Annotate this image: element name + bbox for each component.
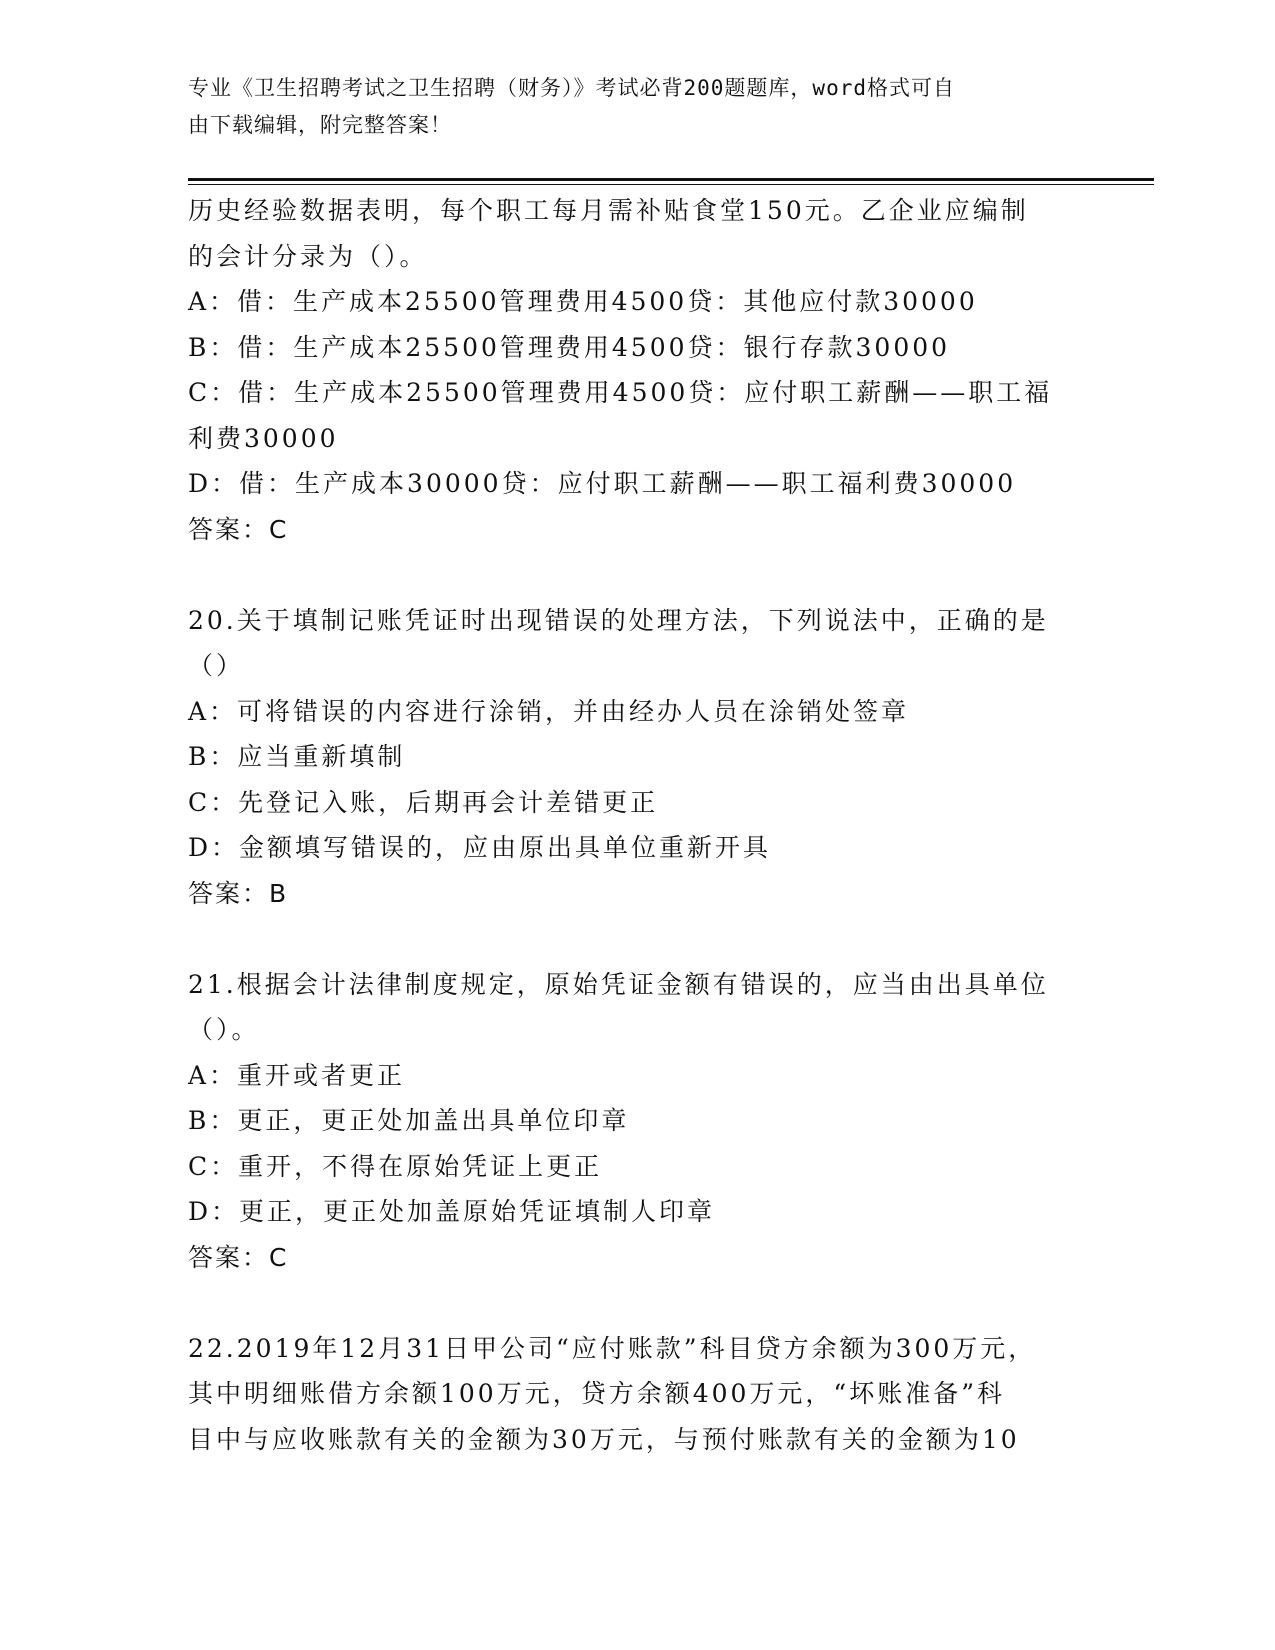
answer: 答案：C	[188, 514, 289, 544]
header-divider-thin	[188, 184, 1154, 185]
question-text: 21.根据会计法律制度规定，原始凭证金额有错误的，应当由出具单位	[188, 969, 1049, 999]
option-c: C：重开，不得在原始凭证上更正	[188, 1151, 603, 1181]
question-text: 20.关于填制记账凭证时出现错误的处理方法，下列说法中，正确的是	[188, 605, 1049, 635]
question-21	[188, 962, 1088, 1281]
option-c: C：借：生产成本25500管理费用4500贷：应付职工薪酬——职工福	[188, 378, 1053, 407]
option-b: B：更正，更正处加盖出具单位印章	[188, 1106, 630, 1135]
answer: 答案：C	[188, 1242, 289, 1272]
option-b: B：借：生产成本25500管理费用4500贷：银行存款30000	[188, 332, 951, 362]
option-d: D：更正，更正处加盖原始凭证填制人印章	[188, 1197, 716, 1226]
question-19	[188, 188, 1088, 552]
spacer	[188, 552, 1088, 598]
option-d: D：借：生产成本30000贷：应付职工薪酬——职工福利费30000	[188, 469, 1017, 498]
option-a: A：可将错误的内容进行涂销，并由经办人员在涂销处签章	[188, 696, 910, 726]
question-22	[188, 1326, 1088, 1463]
question-list	[188, 188, 1088, 1462]
question-20	[188, 598, 1088, 917]
spacer	[188, 916, 1088, 962]
header-line-1: 专业《卫生招聘考试之卫生招聘（财务）》考试必背200题题库，word格式可自	[188, 76, 955, 100]
question-text: （）	[188, 651, 245, 680]
question-text: 其中明细账借方余额100万元，贷方余额400万元，“坏账准备”科	[188, 1379, 1005, 1408]
header-divider-thick	[188, 178, 1154, 181]
spacer	[188, 1280, 1088, 1326]
question-text: （）。	[188, 1015, 260, 1044]
option-a: A：重开或者更正	[188, 1060, 406, 1090]
option-a: A：借：生产成本25500管理费用4500贷：其他应付款30000	[188, 287, 978, 316]
option-d: D：金额填写错误的，应由原出具单位重新开具	[188, 833, 772, 862]
question-text: 目中与应收账款有关的金额为30万元，与预付账款有关的金额为10	[188, 1424, 1020, 1454]
answer: 答案：B	[188, 878, 289, 908]
header-line-2: 由下载编辑，附完整答案！	[188, 113, 452, 137]
question-text: 的会计分录为（）。	[188, 241, 428, 271]
option-b: B：应当重新填制	[188, 742, 406, 771]
option-c-continued: 利费30000	[188, 423, 339, 453]
question-text: 22.2019年12月31日甲公司“应付账款”科目贷方余额为300万元，	[188, 1333, 1037, 1363]
document-header	[188, 70, 1068, 144]
question-text: 历史经验数据表明，每个职工每月需补贴食堂150元。乙企业应编制	[188, 196, 1029, 225]
option-c: C：先登记入账，后期再会计差错更正	[188, 787, 659, 817]
